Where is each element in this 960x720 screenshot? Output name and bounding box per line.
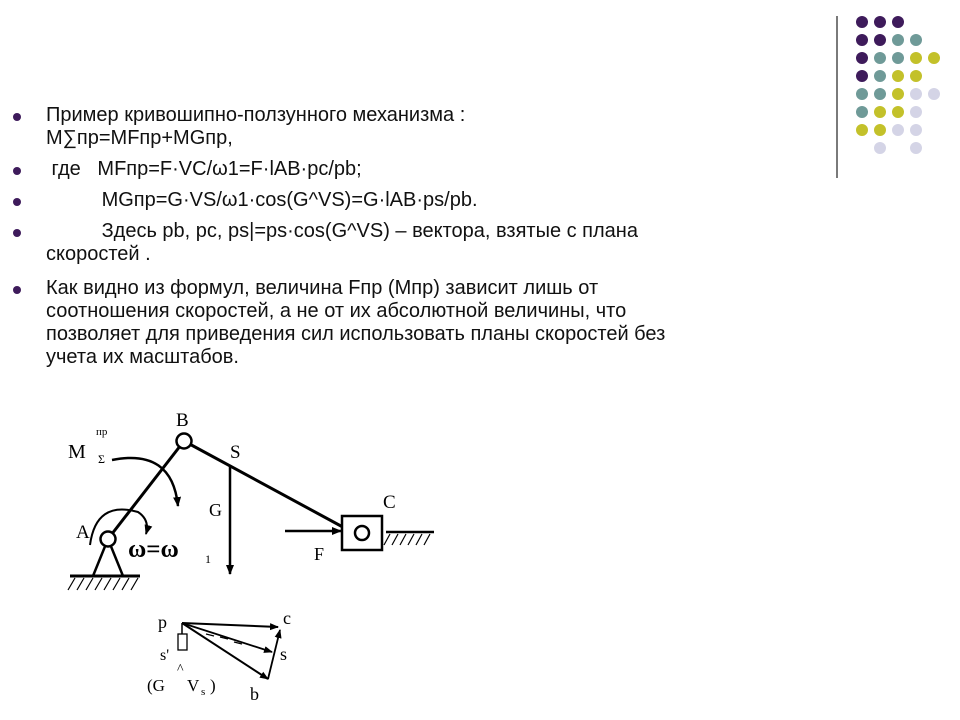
text-line: Здесь pb, pc, ps|=ps·cos(G^VS) – вектора, взятые с плана: [46, 220, 638, 242]
vector-pc: [182, 623, 278, 627]
text-line: учета их масштабов.: [46, 346, 239, 368]
text-line: позволяет для приведения сил использовать планы скоростей без: [46, 323, 666, 345]
dot-row-5: [856, 88, 940, 100]
dot: [892, 16, 904, 28]
label-caret: ^: [177, 662, 184, 677]
dot: [892, 88, 904, 100]
dot: [892, 34, 904, 46]
label-moment: M: [68, 441, 86, 463]
label-s: S: [230, 442, 241, 463]
text-line: МGпр=G·VS/ω1·cos(G^VS)=G·lAB·ps/pb.: [46, 189, 478, 211]
label-s: s: [280, 644, 288, 664]
joint-b: [177, 434, 192, 449]
joint-c: [355, 526, 369, 540]
dot: [910, 70, 922, 82]
bullet-item: [0, 189, 840, 212]
label-angle-left: (G: [147, 676, 165, 695]
text-line: где МFпр=F·VC/ω1=F·lAB·pc/pb;: [46, 158, 362, 180]
text-line: М∑пр=МFпр+МGпр,: [46, 127, 233, 149]
dot-row-3: [856, 52, 940, 64]
label-b: b: [250, 684, 259, 704]
label-moment-sub: Σ: [98, 452, 105, 466]
dot-row-6: [856, 106, 922, 118]
text-line: Как видно из формул, величина Fпр (Mпр) зависит лишь от: [46, 277, 599, 299]
dot-row-8: [874, 142, 922, 154]
joint-a: [101, 532, 116, 547]
label-g: G: [209, 500, 222, 520]
dot: [910, 106, 922, 118]
dot: [856, 52, 868, 64]
label-angle-v: V: [187, 676, 200, 695]
text-line: скоростей .: [46, 243, 151, 265]
dot: [910, 88, 922, 100]
dot: [874, 34, 886, 46]
hatch: [206, 634, 214, 636]
vector-ps: [182, 623, 272, 652]
label-moment-sup: пр: [96, 426, 108, 438]
crank-slider-diagram: [60, 405, 450, 605]
label-angle-right: ): [210, 676, 216, 695]
dot: [892, 52, 904, 64]
dot: [910, 52, 922, 64]
label-omega: ω=ω: [128, 536, 179, 563]
dot: [856, 124, 868, 136]
decorative-dot-grid: [845, 8, 955, 158]
dot: [856, 88, 868, 100]
label-s-prime: s': [160, 647, 170, 664]
velocity-plan-diagram: [140, 600, 310, 715]
dot: [874, 88, 886, 100]
label-a: A: [76, 522, 90, 543]
projection-box: [178, 634, 187, 650]
dot: [874, 52, 886, 64]
label-f: F: [314, 544, 325, 564]
dot: [892, 70, 904, 82]
dot: [910, 142, 922, 154]
dot: [856, 70, 868, 82]
dot: [874, 70, 886, 82]
label-c: C: [383, 492, 396, 513]
dot: [856, 34, 868, 46]
text-line: соотношения скоростей, а не от их абсолютной величины, что: [46, 300, 627, 322]
dot: [874, 106, 886, 118]
dot: [856, 16, 868, 28]
dot-row-1: [856, 16, 904, 28]
dot: [928, 88, 940, 100]
vector-bc: [268, 630, 280, 679]
vector-pb: [182, 623, 268, 679]
label-p: p: [158, 612, 167, 632]
dot: [892, 124, 904, 136]
bullet-item: [0, 104, 840, 150]
label-angle-sub: s: [201, 686, 206, 698]
dot: [910, 34, 922, 46]
moment-arrow: [112, 458, 178, 506]
dot: [856, 106, 868, 118]
dot: [928, 52, 940, 64]
label-b: B: [176, 410, 189, 431]
text-line: Пример кривошипно-ползунного механизма :: [46, 104, 466, 126]
dot-row-7: [856, 124, 922, 136]
label-c: c: [283, 608, 291, 628]
ground-c: [384, 532, 434, 545]
dot: [874, 124, 886, 136]
bullet-item: [0, 158, 840, 181]
dot-row-4: [856, 70, 922, 82]
dot: [892, 106, 904, 118]
label-omega-sub: 1: [205, 552, 211, 566]
bullet-item: [0, 220, 840, 266]
bullet-list: [0, 104, 840, 377]
dot-row-2: [856, 34, 922, 46]
bullet-item: [0, 277, 840, 369]
dot: [874, 16, 886, 28]
dot: [874, 142, 886, 154]
dot: [910, 124, 922, 136]
